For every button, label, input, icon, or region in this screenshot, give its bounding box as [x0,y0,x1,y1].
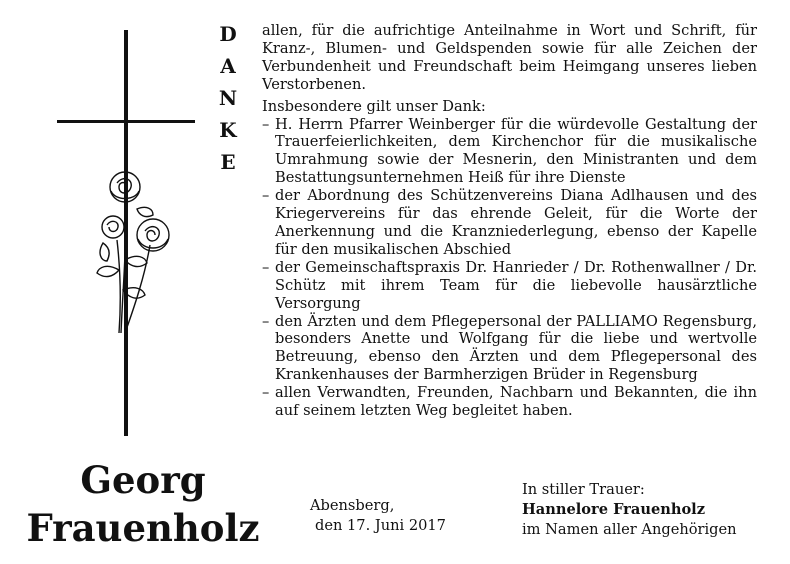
thanks-item: – den Ärzten und dem Pflegepersonal der PALLIAMO Regensburg, besonders Anette und Wolfgang für die liebe und wertvolle Betreuung, ebenso den Ärzten und dem Pflegepersonal des Krankenhauses der Barmherzigen Brüder in Regensburg [262,313,757,385]
place-date [310,496,446,536]
thanks-item: – H. Herrn Pfarrer Weinberger für die würdevolle Gestaltung der Trauerfeierlichkeiten, dem Kirchenchor für die musikalische Umrahmung sowie der Mesnerin, den Ministranten und dem Bestattungsunternehmen Heiß für ihre Dienste [262,116,757,188]
thanks-item: – allen Verwandten, Freunden, Nachbarn und Bekannten, die ihn auf seinem letzten Weg begleitet haben. [262,384,757,420]
date: den 17. Juni 2017 [315,517,446,534]
thanks-text-column [262,22,757,420]
danke-letter: K [219,118,237,142]
danke-letter: E [220,150,236,174]
roses-icon [95,165,175,335]
cross-horizontal-beam [57,120,195,123]
danke-vertical-heading [208,18,248,178]
deceased-name [18,456,268,552]
mourning-heading: In stiller Trauer: [522,481,645,498]
danke-letter: N [218,86,238,110]
special-thanks-heading: Insbesondere gilt unser Dank: [262,97,486,115]
thanks-item: – der Gemeinschaftspraxis Dr. Hanrieder / Dr. Rothenwallner / Dr. Schütz mit ihrem Team für die liebevolle hausärztliche Versorgung [262,259,757,313]
mourners-block [522,480,737,540]
thanks-item: – der Abordnung des Schützenvereins Diana Adlhausen und des Kriegervereins für das ehrende Geleit, für die Worte der Anerkennung und die Kranzniederlegung, ebenso der Kapelle für den musikalischen Abschied [262,187,757,259]
place: Abensberg, [310,497,395,514]
mourner-relatives: im Namen aller Angehörigen [522,521,737,538]
mourner-name: Hannelore Frauenholz [522,501,706,518]
deceased-first-name: Georg [80,458,206,502]
intro-paragraph: allen, für die aufrichtige Anteilnahme in Wort und Schrift, für Kranz-, Blumen- und Geldspenden sowie für alle Zeichen der Verbundenheit und Freundschaft beim Heimgang unseres lieben Verstorbenen. [262,22,757,93]
danke-letter: D [219,22,237,46]
deceased-last-name: Frauenholz [26,506,260,550]
danke-letter: A [220,54,236,78]
